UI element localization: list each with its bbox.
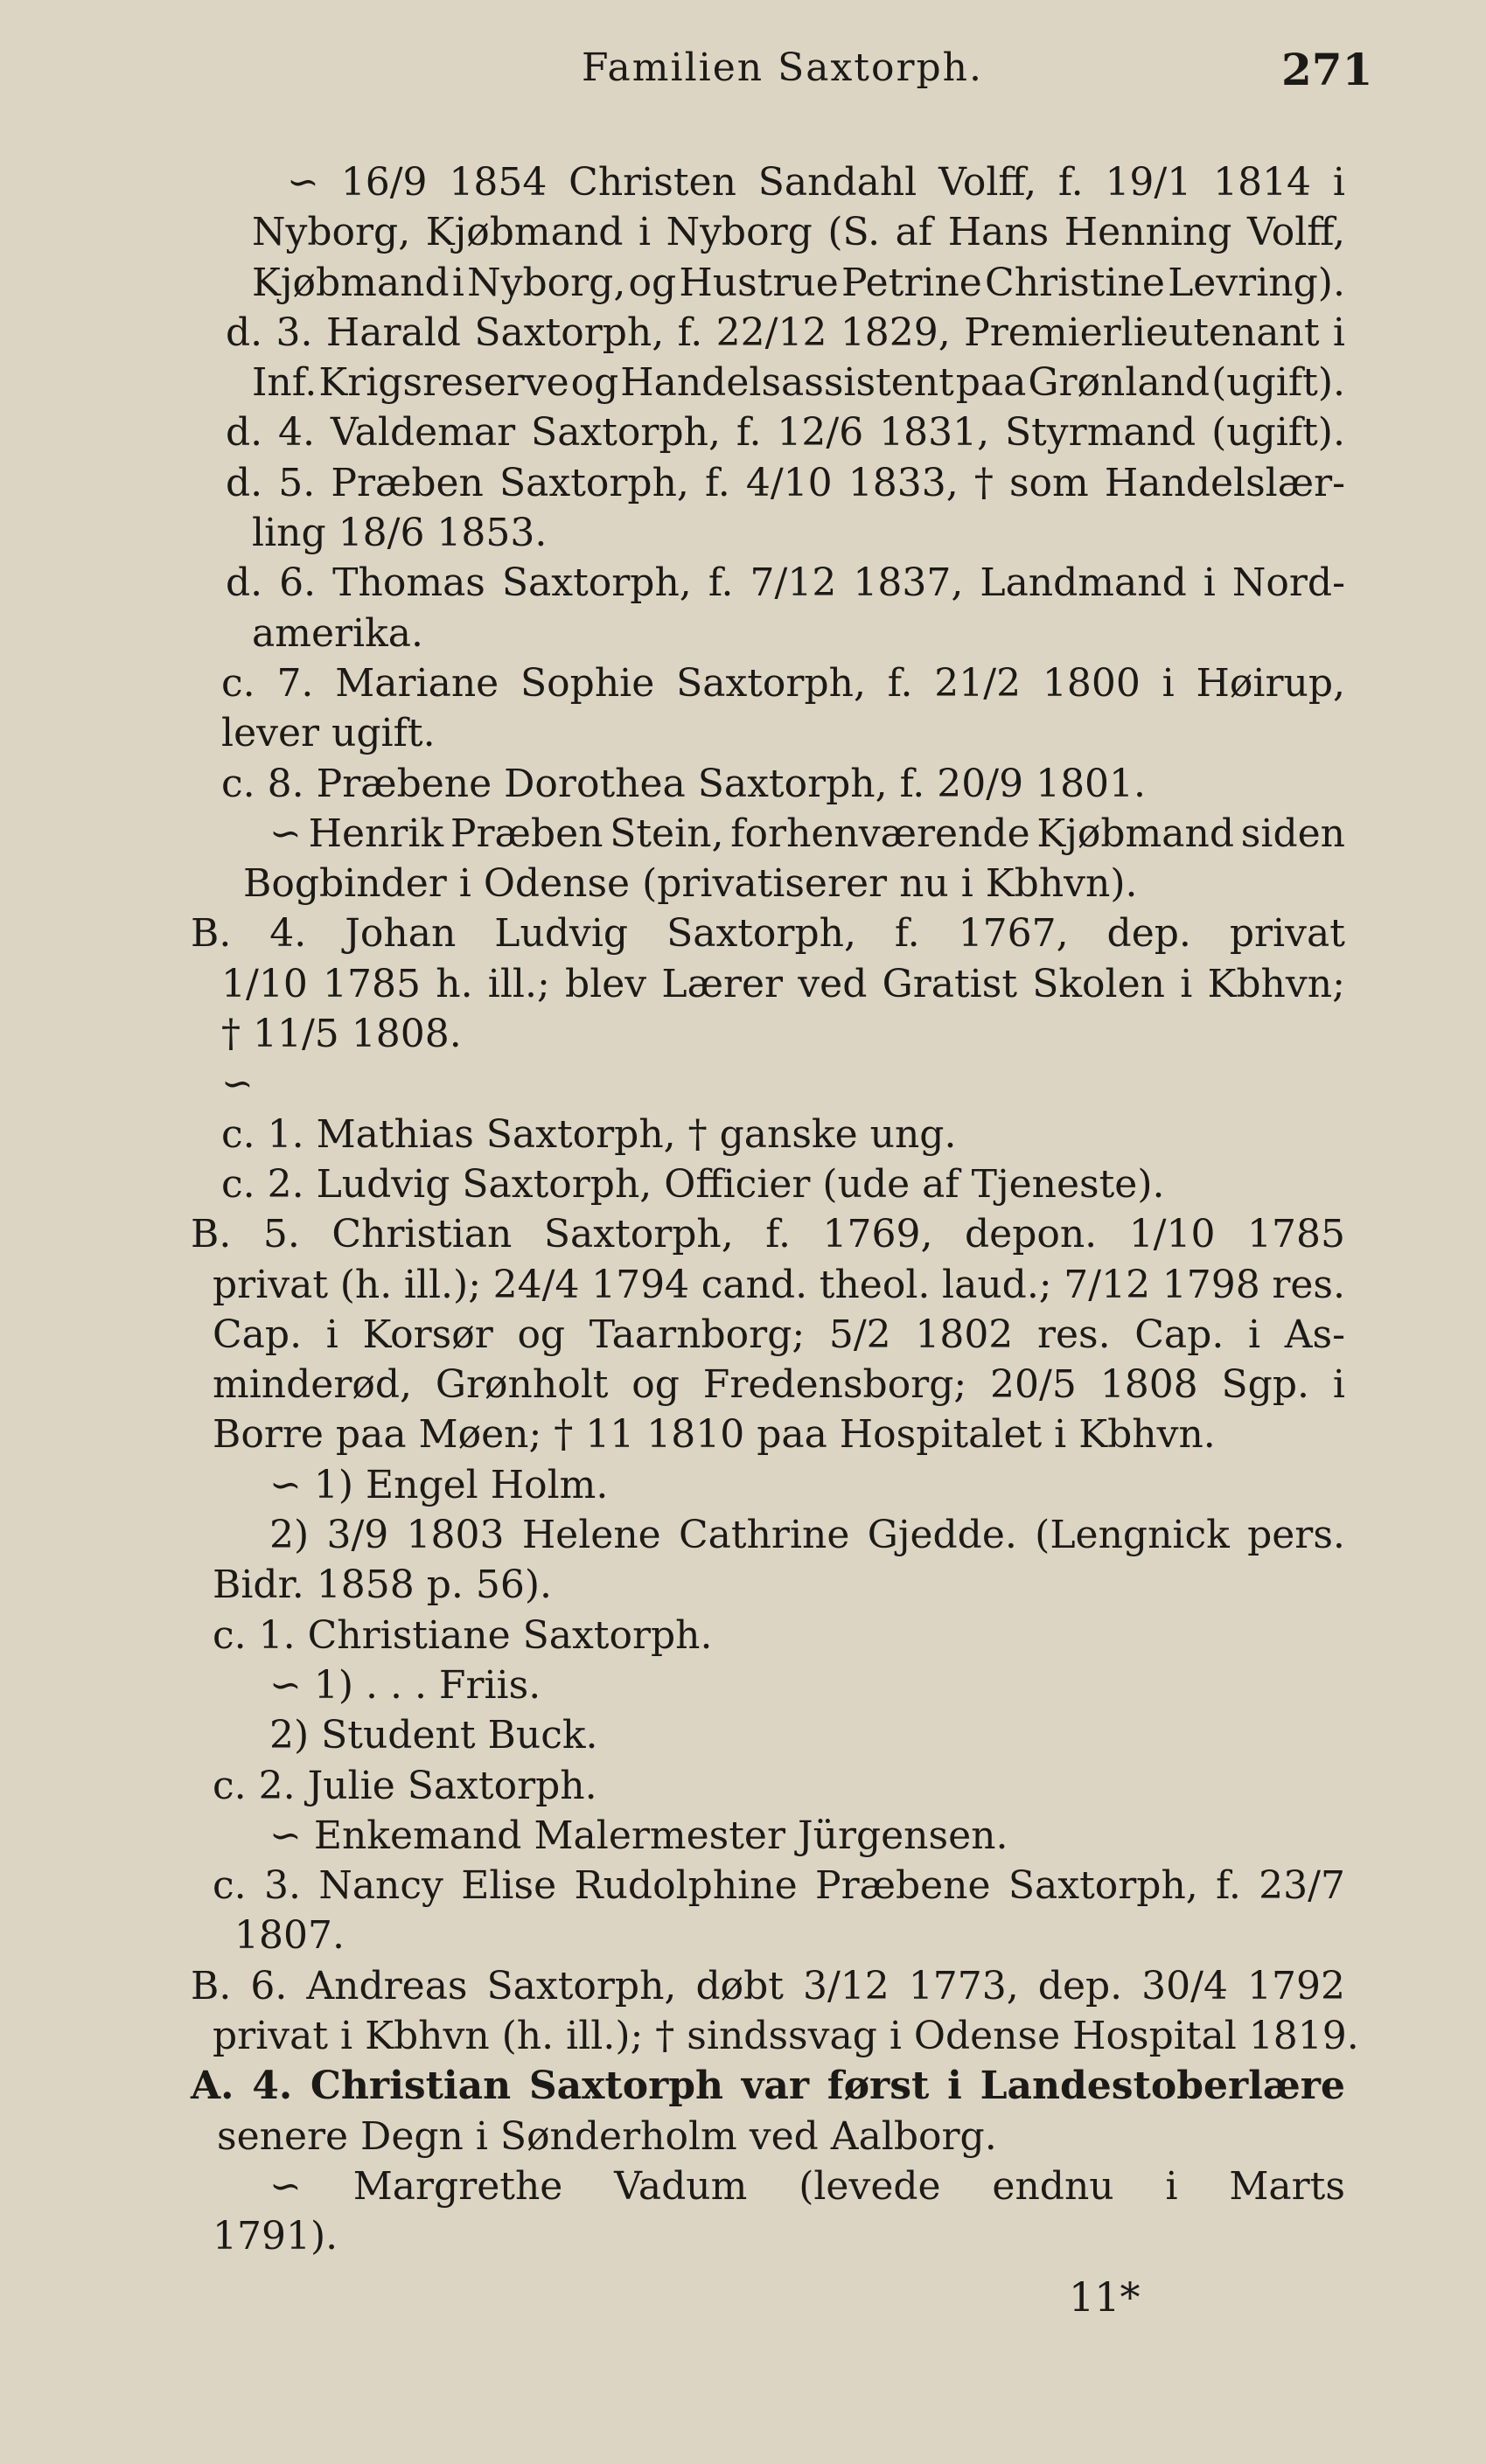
word: res. xyxy=(1272,1262,1345,1307)
word: Taarnborg; xyxy=(589,1312,806,1357)
word: 4/10 xyxy=(745,460,833,505)
text-line xyxy=(191,1110,1345,1159)
word: 1792 xyxy=(1246,1963,1345,2008)
word: dep. xyxy=(1037,1963,1123,2008)
word: (S. xyxy=(827,210,881,255)
text-line xyxy=(191,658,1345,708)
word: Saxtorph, xyxy=(1008,1863,1198,1909)
word: Lærer xyxy=(661,961,784,1006)
word: d. xyxy=(226,310,263,355)
word: f. xyxy=(1216,1863,1241,1909)
word: døbt xyxy=(695,1963,784,2008)
text-line xyxy=(191,1360,1345,1409)
word: Premierlieutenant xyxy=(964,310,1320,355)
text-line xyxy=(191,558,1345,608)
word: Nyborg, xyxy=(467,260,626,305)
text-line xyxy=(191,1059,1345,1109)
word: 3/9 xyxy=(326,1513,389,1558)
word: Vadum xyxy=(614,2163,748,2209)
word: Volff, xyxy=(1246,210,1345,255)
word: Præben xyxy=(331,460,484,505)
running-title: Familien Saxtorph. xyxy=(582,45,983,90)
word: 20/5 xyxy=(990,1362,1077,1408)
word: i xyxy=(1332,310,1345,355)
text-line xyxy=(191,1209,1345,1259)
word: Cap. xyxy=(1134,1312,1224,1357)
word: B. xyxy=(191,1963,232,2008)
word: 1767, xyxy=(958,911,1069,957)
text-line-content: 1791). xyxy=(213,2214,338,2259)
word: 23/7 xyxy=(1259,1863,1345,1909)
word: 1829, xyxy=(840,310,951,355)
word: Hans xyxy=(947,210,1050,255)
text-line xyxy=(191,959,1345,1009)
text-line-content: ∽ 1) Engel Holm. xyxy=(269,1462,609,1507)
text-line xyxy=(191,1761,1345,1811)
word: 12/6 xyxy=(777,410,864,456)
text-line xyxy=(191,1861,1345,1911)
word: 1773, xyxy=(908,1963,1019,2008)
word: 1794 xyxy=(591,1262,690,1307)
word: 2) xyxy=(269,1513,310,1558)
text-line xyxy=(191,2211,1345,2261)
word: som xyxy=(1008,460,1089,505)
text-line-content: 2) Student Buck. xyxy=(269,1713,598,1758)
text-line xyxy=(191,2061,1345,2111)
word: Helene xyxy=(521,1513,661,1558)
word: 1800 xyxy=(1042,660,1141,706)
word: Kjøbmand xyxy=(425,210,624,255)
word: 3. xyxy=(276,310,313,355)
word: Høirup, xyxy=(1196,660,1345,706)
word: Nyborg xyxy=(666,210,813,255)
word: Christian xyxy=(310,2064,512,2109)
word: Kbhvn; xyxy=(1207,961,1345,1006)
word: (Lengnick xyxy=(1035,1513,1230,1558)
word: 5. xyxy=(278,460,316,505)
word: ill.); xyxy=(403,1262,482,1307)
text-line xyxy=(191,809,1345,859)
word: (levede xyxy=(799,2163,941,2209)
text-line-content: Bidr. 1858 p. 56). xyxy=(213,1563,552,1608)
word: i xyxy=(1165,2163,1178,2209)
word: laud.; xyxy=(942,1262,1052,1307)
text-line-content: Bogbinder i Odense (privatiserer nu i Kbhvn). xyxy=(243,861,1138,907)
text-line xyxy=(191,1560,1345,1610)
word: Johan xyxy=(345,911,457,957)
word: 19/1 xyxy=(1105,160,1192,205)
word: Mariane xyxy=(335,660,499,706)
text-line-content: ∽ xyxy=(221,1061,254,1107)
word: 4. xyxy=(252,2064,293,2109)
text-line xyxy=(191,1460,1345,1510)
word: og xyxy=(628,260,677,305)
word: Christen xyxy=(569,160,736,205)
text-line xyxy=(191,207,1345,257)
text-line xyxy=(191,1660,1345,1710)
word: † xyxy=(973,460,994,505)
word: 1/10 xyxy=(1128,1212,1216,1257)
text-line xyxy=(191,1811,1345,1861)
word: Præbene xyxy=(814,1863,991,1909)
word: ∽ xyxy=(287,160,319,205)
word: Gratist xyxy=(882,961,1018,1006)
text-line xyxy=(191,458,1345,508)
word: Styrmand xyxy=(1004,410,1196,456)
text-line xyxy=(191,759,1345,809)
text-line xyxy=(191,2011,1359,2061)
text-line xyxy=(191,1611,1345,1660)
word: theol. xyxy=(819,1262,931,1307)
word: Rudolphine xyxy=(574,1863,798,1909)
word: 7. xyxy=(276,660,314,706)
word: Saxtorph, xyxy=(486,1963,677,2008)
word: 1803 xyxy=(406,1513,505,1558)
word: endnu xyxy=(992,2163,1114,2209)
text-line-content: ∽ Enkemand Malermester Jürgensen. xyxy=(269,1813,1008,1858)
word: Skolen xyxy=(1032,961,1165,1006)
text-line-content: ling 18/6 1853. xyxy=(252,511,548,556)
word: f. xyxy=(736,410,762,456)
word: Grønland xyxy=(1028,360,1210,406)
word: privat xyxy=(1229,911,1345,957)
word: f. xyxy=(765,1212,791,1257)
word: 1814 xyxy=(1213,160,1312,205)
text-line xyxy=(191,2161,1345,2211)
text-line-content: c. 2. Julie Saxtorph. xyxy=(213,1763,597,1808)
word: 1837, xyxy=(853,560,964,606)
text-line xyxy=(191,258,1345,308)
word: Andreas xyxy=(306,1963,468,2008)
word: res. xyxy=(1036,1312,1111,1357)
word: 21/2 xyxy=(934,660,1022,706)
signature-mark: 11* xyxy=(1069,2273,1141,2321)
word: 30/4 xyxy=(1141,1963,1228,2008)
word: 5/2 xyxy=(828,1312,891,1357)
text-line xyxy=(191,407,1345,457)
word: 1854 xyxy=(449,160,548,205)
word: Thomas xyxy=(332,560,485,606)
word: Valdemar xyxy=(330,410,516,456)
word: f. xyxy=(887,660,913,706)
text-line-content: senere Degn i Sønderholm ved Aalborg. xyxy=(217,2113,997,2159)
text-line-content: privat i Kbhvn (h. ill.); † sindssvag i Odense Hospital 1819. xyxy=(213,2013,1359,2058)
word: c. xyxy=(221,660,255,706)
word: og xyxy=(517,1312,566,1357)
word: ∽ xyxy=(269,2163,302,2209)
word: og xyxy=(631,1362,680,1408)
word: c. xyxy=(213,1863,247,1909)
page-number: 271 xyxy=(1281,44,1373,95)
word: Cathrine xyxy=(679,1513,850,1558)
word: Grønholt xyxy=(435,1362,609,1408)
text-line xyxy=(191,1961,1345,2011)
word: f. xyxy=(1057,160,1084,205)
word: Christine xyxy=(985,260,1165,305)
text-line xyxy=(191,1260,1345,1310)
word: depon. xyxy=(964,1212,1098,1257)
word: Nancy xyxy=(318,1863,443,1909)
word: privat xyxy=(213,1262,329,1307)
text-line-content: c. 1. Christiane Saxtorph. xyxy=(213,1612,713,1658)
word: 6. xyxy=(250,1963,288,2008)
word: 1798 xyxy=(1162,1262,1260,1307)
text-line xyxy=(191,1159,1345,1209)
word: 16/9 xyxy=(340,160,428,205)
word: cand. xyxy=(701,1262,808,1307)
word: 7/12 xyxy=(1064,1262,1151,1307)
text-line-content: amerika. xyxy=(252,610,423,656)
word: Nyborg, xyxy=(252,210,411,255)
word: af xyxy=(895,210,933,255)
word: blev xyxy=(565,961,647,1006)
word: Henning xyxy=(1064,210,1232,255)
word: 6. xyxy=(279,560,317,606)
word: B. xyxy=(191,911,232,957)
text-line xyxy=(191,157,1345,207)
word: Elise xyxy=(461,1863,557,1909)
text-body xyxy=(191,157,1359,2261)
word: Saxtorph, xyxy=(676,660,866,706)
word: 1808 xyxy=(1099,1362,1198,1408)
word: (h. xyxy=(339,1262,393,1307)
word: i xyxy=(1180,961,1193,1006)
word: Marts xyxy=(1229,2163,1345,2209)
word: Korsør xyxy=(362,1312,493,1357)
text-line-content: Borre paa Møen; † 11 1810 paa Hospitalet i Kbhvn. xyxy=(213,1412,1216,1458)
word: 1831, xyxy=(879,410,990,456)
text-line xyxy=(191,1710,1345,1760)
word: Petrine xyxy=(841,260,982,305)
text-line xyxy=(191,1009,1345,1059)
word: Saxtorph, xyxy=(474,310,665,355)
text-line xyxy=(191,859,1345,908)
word: Saxtorph, xyxy=(531,410,721,456)
word: 3. xyxy=(263,1863,301,1909)
word: Levring). xyxy=(1168,260,1345,305)
word: paa xyxy=(955,360,1027,406)
word: Kjøbmand xyxy=(1036,811,1235,856)
word: forhenværende xyxy=(730,811,1030,856)
word: Landmand xyxy=(980,560,1187,606)
word: i xyxy=(325,1312,338,1357)
word: d. xyxy=(226,560,263,606)
word: ∽ xyxy=(269,811,302,856)
word: Volff, xyxy=(938,160,1037,205)
word: i xyxy=(638,210,652,255)
word: i xyxy=(1247,1312,1261,1357)
text-line xyxy=(191,1911,1345,1960)
word: i xyxy=(1203,560,1216,606)
word: 1/10 xyxy=(221,961,308,1006)
word: As- xyxy=(1284,1312,1345,1357)
text-line-content: c. 2. Ludvig Saxtorph, Officier (ude af Tjeneste). xyxy=(221,1161,1165,1207)
word: Sandahl xyxy=(757,160,917,205)
word: Saxtorph, xyxy=(501,560,692,606)
word: Handelsassistent xyxy=(620,360,954,406)
word: Hustrue xyxy=(679,260,839,305)
text-line-content: c. 8. Præbene Dorothea Saxtorph, f. 20/9 1801. xyxy=(221,761,1147,806)
text-line xyxy=(191,1310,1345,1360)
word: minderød, xyxy=(213,1362,413,1408)
word: Saxtorph, xyxy=(666,911,856,957)
word: Stein, xyxy=(610,811,724,856)
word: først xyxy=(827,2064,930,2109)
text-line xyxy=(191,358,1345,407)
word: Nord- xyxy=(1231,560,1345,606)
word: Landestoberlære xyxy=(980,2064,1345,2109)
word: i xyxy=(1162,660,1175,706)
word: (ugift). xyxy=(1211,360,1345,406)
word: dep. xyxy=(1106,911,1191,957)
word: 4. xyxy=(278,410,316,456)
word: 1802 xyxy=(915,1312,1014,1357)
word: Christian xyxy=(331,1212,513,1257)
word: Harald xyxy=(325,310,461,355)
word: Præben xyxy=(450,811,603,856)
word: (ugift). xyxy=(1211,410,1345,456)
text-line-content: ∽ 1) . . . Friis. xyxy=(269,1662,541,1708)
text-line xyxy=(191,2112,1345,2161)
word: Fredensborg; xyxy=(702,1362,967,1408)
word: Ludvig xyxy=(494,911,629,957)
text-line-content: c. 1. Mathias Saxtorph, † ganske ung. xyxy=(221,1111,957,1157)
word: Sophie xyxy=(520,660,655,706)
word: 1833, xyxy=(848,460,959,505)
word: f. xyxy=(708,560,734,606)
running-header xyxy=(0,45,1486,98)
word: i xyxy=(451,260,464,305)
word: 1785 xyxy=(1247,1212,1345,1257)
word: Henrik xyxy=(308,811,444,856)
word: A. xyxy=(191,2064,234,2109)
word: Gjedde. xyxy=(867,1513,1017,1558)
word: ved xyxy=(798,961,868,1006)
word: f. xyxy=(677,310,703,355)
word: 3/12 xyxy=(802,1963,890,2008)
word: var xyxy=(741,2064,810,2109)
text-line xyxy=(191,1409,1345,1459)
text-line xyxy=(191,508,1345,558)
word: Margrethe xyxy=(352,2163,563,2209)
word: 1769, xyxy=(822,1212,933,1257)
word: h. xyxy=(436,961,473,1006)
word: B. xyxy=(191,1212,232,1257)
text-line xyxy=(191,708,1345,758)
word: f. xyxy=(705,460,730,505)
word: pers. xyxy=(1247,1513,1345,1558)
word: Saxtorph, xyxy=(543,1212,734,1257)
word: d. xyxy=(226,410,263,456)
word: Handelslær- xyxy=(1104,460,1345,505)
word: i xyxy=(947,2064,962,2109)
word: i xyxy=(1332,1362,1345,1408)
word: 4. xyxy=(269,911,307,957)
word: f. xyxy=(894,911,920,957)
text-line xyxy=(191,908,1345,958)
word: og xyxy=(570,360,619,406)
word: Saxtorph, xyxy=(499,460,689,505)
word: Kjøbmand xyxy=(252,260,450,305)
word: Sgp. xyxy=(1221,1362,1309,1408)
word: 1785 xyxy=(323,961,422,1006)
word: 22/12 xyxy=(715,310,827,355)
word: Inf. xyxy=(252,360,317,406)
text-line-content: † 11/5 1808. xyxy=(221,1012,462,1057)
word: Saxtorph xyxy=(528,2064,724,2109)
word: 5. xyxy=(262,1212,300,1257)
text-line-content: 1807. xyxy=(234,1913,345,1959)
word: Krigsreserve xyxy=(318,360,569,406)
text-line-content: lever ugift. xyxy=(221,711,436,756)
text-line xyxy=(191,1510,1345,1560)
word: 24/4 xyxy=(492,1262,580,1307)
word: 7/12 xyxy=(750,560,837,606)
text-line xyxy=(191,609,1345,658)
word: ill.; xyxy=(487,961,550,1006)
word: siden xyxy=(1240,811,1345,856)
word: Cap. xyxy=(213,1312,303,1357)
word: i xyxy=(1332,160,1345,205)
text-line xyxy=(191,308,1345,358)
word: d. xyxy=(226,460,263,505)
